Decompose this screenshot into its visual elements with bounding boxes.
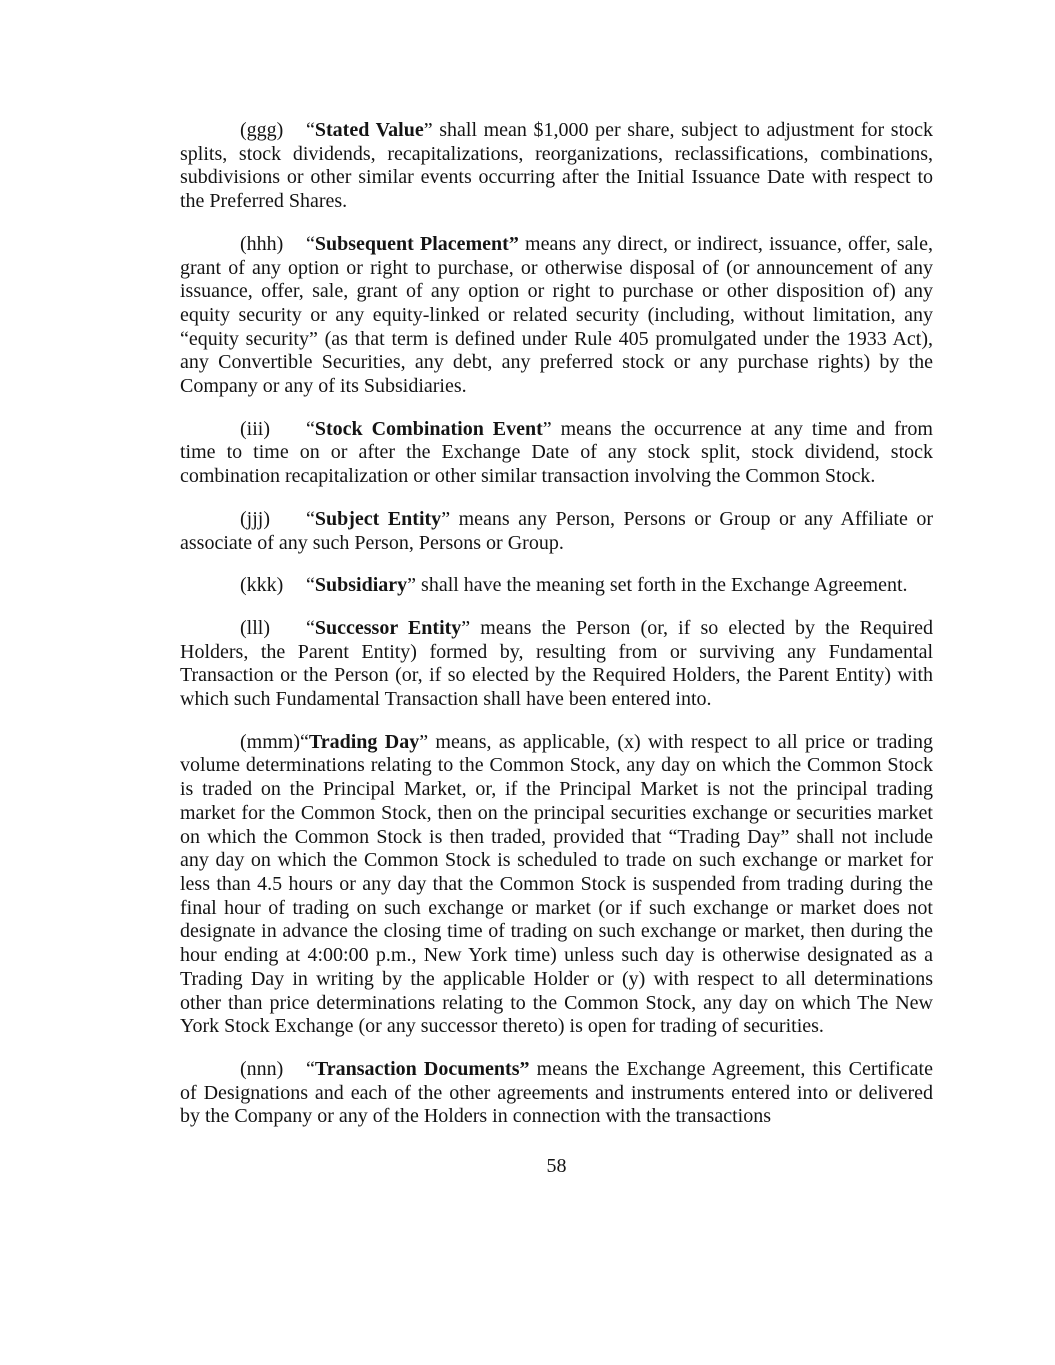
paragraph-label: (nnn)	[240, 1057, 284, 1080]
paragraph-label: (lll)	[240, 616, 270, 639]
paragraph	[180, 574, 933, 598]
paragraph	[180, 1058, 933, 1129]
paragraph-label: (iii)	[240, 417, 270, 440]
paragraph	[180, 233, 933, 399]
paragraph-text: ” shall have the meaning set forth in the Exchange Agreement.	[407, 574, 908, 597]
paragraph-label: (ggg)	[240, 119, 284, 141]
paragraph-text: “	[300, 730, 309, 753]
defined-term: Successor Entity	[314, 616, 462, 639]
paragraph-label: (kkk)	[240, 574, 284, 597]
paragraph-text: “	[306, 507, 315, 530]
defined-term: Subsidiary	[314, 574, 408, 597]
paragraphs-container	[180, 119, 933, 1129]
paragraph	[180, 731, 933, 1039]
paragraph-label: (hhh)	[240, 232, 284, 255]
document-text-block	[180, 119, 933, 1179]
paragraph-label: (mmm)	[240, 730, 300, 753]
paragraph	[180, 119, 933, 214]
defined-term: Subject Entity	[314, 507, 442, 530]
paragraph	[180, 617, 933, 712]
defined-term: Transaction Documents”	[314, 1057, 530, 1080]
paragraph-text: ” shall mean $1,000 per share, subject to adjustment for stock splits, stock dividends, recapitalizations, reorganizations, reclassifications, combinations, subdivisions or other similar events occurring after the Initial Issuance Date with respect to the Preferred Shares.	[180, 119, 934, 213]
defined-term: Stated Value	[314, 119, 424, 141]
paragraph	[180, 418, 933, 489]
paragraph-label: (jjj)	[240, 507, 270, 530]
paragraph-text: “	[306, 1057, 315, 1080]
paragraph-text: “	[306, 574, 315, 597]
defined-term: Trading Day	[308, 730, 420, 753]
paragraph	[180, 508, 933, 555]
defined-term: Stock Combination Event	[314, 417, 543, 440]
paragraph-text: ” means, as applicable, (x) with respect to all price or trading volume determinations relating to the Common Stock, any day on which the Common Stock is traded on the Principal Market, or, if the Principal Market is not the principal trading market for the Common Stock, then on the principal securities exchange or securities market on which the Common Stock is then traded, provided that “Trading Day” shall not include any day on which the Common Stock is scheduled to trade on such exchange or market for less than 4.5 hours or any day that the Common Stock is suspended from trading during the final hour of trading on such exchange or market (or if such exchange or market does not designate in advance the closing time of trading on such exchange or market, then during the hour ending at 4:00:00 p.m., New York time) unless such day is otherwise designated as a Trading Day in writing by the applicable Holder or (y) with respect to all determinations other than price determinations relating to the Common Stock, any day on which The New York Stock Exchange (or any successor thereto) is open for trading of securities.	[180, 730, 933, 1038]
page-number: 58	[546, 1155, 567, 1178]
paragraph-text: “	[306, 232, 315, 255]
paragraph-text: “	[306, 119, 315, 141]
paragraph-text: ” means any Person, Persons or Group or any Affiliate or associate of any such Person, Persons or Group.	[180, 507, 933, 554]
paragraph-text: means the Exchange Agreement, this Certificate of Designations and each of the other agreements and instruments entered into or delivered by the Company or any of the Holders in connection with the transactions	[180, 1057, 933, 1128]
paragraph-text: means any direct, or indirect, issuance, offer, sale, grant of any option or right to purchase, or otherwise disposal of (or announcement of any issuance, offer, sale, grant of any option or right to purchase or other disposition of) any equity security or any equity-linked or related security (including, without limitation, any “equity security” (as that term is defined under Rule 405 promulgated under the 1933 Act), any Convertible Securities, any debt, any preferred stock or any purchase rights) by the Company or any of its Subsidiaries.	[180, 232, 933, 398]
paragraph-text: ” means the Person (or, if so elected by the Required Holders, the Parent Entity) formed by, resulting from or surviving any Fundamental Transaction or the Person (or, if so elected by the Required Holders, the Parent Entity) with which such Fundamental Transaction shall have been entered into.	[180, 616, 933, 711]
paragraph-text: “	[306, 417, 315, 440]
defined-term: Subsequent Placement”	[314, 232, 519, 255]
paragraph-text: ” means the occurrence at any time and from time to time on or after the Exchange Date of any stock split, stock dividend, stock combination recapitalization or other similar transaction involving the Common Stock.	[180, 417, 933, 488]
paragraph-text: “	[306, 616, 315, 639]
